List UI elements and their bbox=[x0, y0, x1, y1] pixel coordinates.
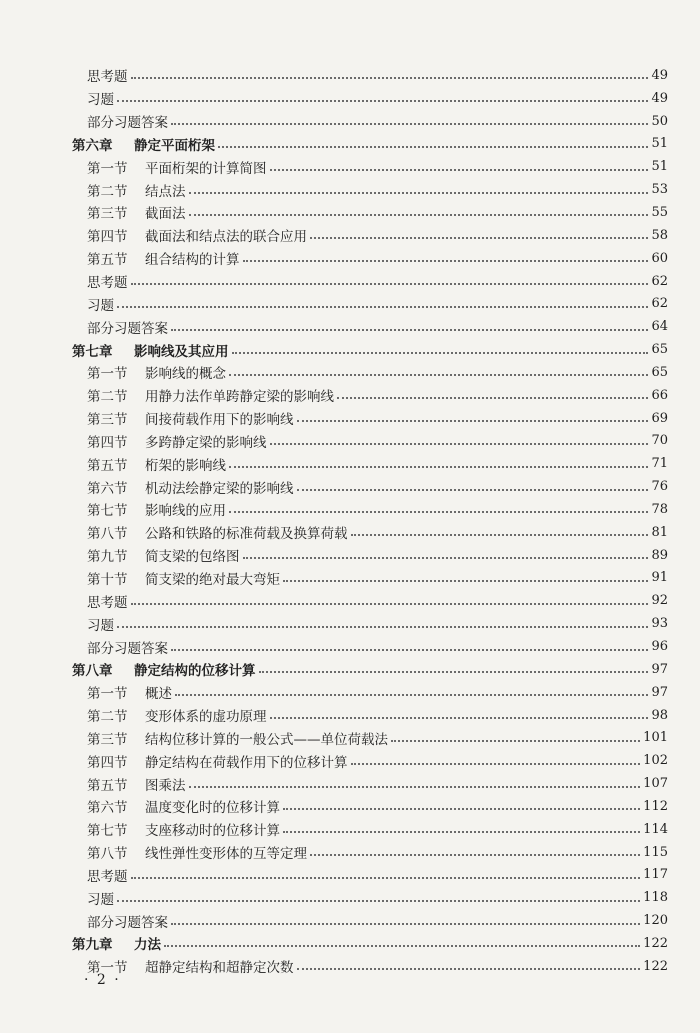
entry-page: 60 bbox=[651, 250, 668, 266]
chapter-entry bbox=[0, 338, 700, 361]
dot-leader bbox=[283, 580, 648, 582]
entry-title: 温度变化时的位移计算 bbox=[145, 800, 280, 817]
dot-leader bbox=[164, 945, 640, 947]
entry-number: 第三节 bbox=[87, 412, 128, 429]
section-entry bbox=[0, 795, 700, 818]
entry-page: 78 bbox=[651, 501, 668, 517]
entry-page: 51 bbox=[651, 159, 668, 175]
dot-leader bbox=[270, 443, 649, 445]
section-entry bbox=[0, 452, 700, 475]
dot-leader bbox=[391, 740, 640, 742]
section-entry bbox=[0, 64, 700, 87]
dot-leader bbox=[283, 808, 640, 810]
section-entry bbox=[0, 521, 700, 544]
entry-page: 69 bbox=[651, 410, 668, 426]
entry-page: 101 bbox=[643, 730, 668, 746]
entry-page: 92 bbox=[651, 593, 668, 609]
entry-page: 58 bbox=[651, 227, 668, 243]
entry-title: 机动法绘静定梁的影响线 bbox=[145, 480, 294, 497]
section-entry bbox=[0, 155, 700, 178]
entry-page: 118 bbox=[643, 890, 668, 906]
entry-page: 114 bbox=[643, 821, 668, 837]
section-entry bbox=[0, 224, 700, 247]
section-entry bbox=[0, 841, 700, 864]
entry-number: 第八节 bbox=[87, 526, 128, 543]
entry-number: 第六章 bbox=[72, 137, 113, 154]
entry-title: 结点法 bbox=[145, 183, 186, 200]
entry-title: 静定结构在荷载作用下的位移计算 bbox=[145, 754, 348, 771]
entry-page: 122 bbox=[643, 935, 668, 951]
chapter-entry bbox=[0, 932, 700, 955]
entry-page: 93 bbox=[651, 616, 668, 632]
entry-title: 截面法和结点法的联合应用 bbox=[145, 229, 307, 246]
entry-page: 66 bbox=[651, 387, 668, 403]
entry-title: 简支梁的绝对最大弯矩 bbox=[145, 571, 280, 588]
entry-page: 76 bbox=[651, 479, 668, 495]
section-entry bbox=[0, 864, 700, 887]
entry-page: 107 bbox=[643, 776, 668, 792]
dot-leader bbox=[270, 169, 649, 171]
dot-leader bbox=[229, 374, 648, 376]
dot-leader bbox=[229, 511, 648, 513]
dot-leader bbox=[297, 489, 649, 491]
entry-title: 间接荷载作用下的影响线 bbox=[145, 412, 294, 429]
entry-title: 结构位移计算的一般公式——单位荷载法 bbox=[145, 731, 388, 748]
entry-title: 部分习题答案 bbox=[87, 115, 168, 132]
dot-leader bbox=[259, 671, 649, 673]
entry-page: 53 bbox=[651, 182, 668, 198]
section-entry bbox=[0, 315, 700, 338]
entry-number: 第八章 bbox=[72, 663, 113, 680]
dot-leader bbox=[351, 534, 649, 536]
entry-number: 第一节 bbox=[87, 160, 128, 177]
dot-leader bbox=[171, 329, 648, 331]
entry-title: 部分习题答案 bbox=[87, 914, 168, 931]
entry-page: 97 bbox=[651, 684, 668, 700]
entry-title: 支座移动时的位移计算 bbox=[145, 823, 280, 840]
entry-number: 第一节 bbox=[87, 686, 128, 703]
section-entry bbox=[0, 407, 700, 430]
entry-title: 图乘法 bbox=[145, 777, 186, 794]
entry-title: 桁架的影响线 bbox=[145, 457, 226, 474]
entry-page: 62 bbox=[651, 296, 668, 312]
entry-page: 115 bbox=[643, 844, 668, 860]
entry-page: 51 bbox=[651, 136, 668, 152]
dot-leader bbox=[131, 603, 649, 605]
dot-leader bbox=[297, 968, 641, 970]
entry-number: 第八节 bbox=[87, 846, 128, 863]
entry-title: 影响线及其应用 bbox=[134, 343, 229, 360]
entry-page: 98 bbox=[651, 707, 668, 723]
entry-title: 静定平面桁架 bbox=[134, 137, 215, 154]
chapter-entry bbox=[0, 133, 700, 156]
entry-title: 组合结构的计算 bbox=[145, 252, 240, 269]
section-entry bbox=[0, 361, 700, 384]
entry-number: 第一节 bbox=[87, 960, 128, 977]
entry-page: 71 bbox=[651, 456, 668, 472]
entry-title: 思考题 bbox=[87, 69, 128, 86]
section-entry bbox=[0, 110, 700, 133]
entry-page: 102 bbox=[643, 753, 668, 769]
dot-leader bbox=[117, 900, 640, 902]
entry-number: 第七节 bbox=[87, 503, 128, 520]
entry-number: 第十节 bbox=[87, 571, 128, 588]
dot-leader bbox=[310, 237, 648, 239]
dot-leader bbox=[270, 717, 649, 719]
entry-number: 第五节 bbox=[87, 252, 128, 269]
entry-title: 习题 bbox=[87, 297, 114, 314]
section-entry bbox=[0, 635, 700, 658]
entry-title: 公路和铁路的标准荷载及换算荷载 bbox=[145, 526, 348, 543]
entry-number: 第九章 bbox=[72, 937, 113, 954]
entry-page: 122 bbox=[643, 958, 668, 974]
page-number: · 2 · bbox=[84, 972, 121, 988]
section-entry bbox=[0, 704, 700, 727]
section-entry bbox=[0, 384, 700, 407]
entry-page: 55 bbox=[651, 204, 668, 220]
dot-leader bbox=[283, 831, 640, 833]
entry-page: 49 bbox=[651, 90, 668, 106]
dot-leader bbox=[117, 306, 648, 308]
entry-number: 第二节 bbox=[87, 389, 128, 406]
entry-page: 112 bbox=[643, 798, 668, 814]
dot-leader bbox=[131, 283, 649, 285]
entry-title: 影响线的概念 bbox=[145, 366, 226, 383]
section-entry bbox=[0, 544, 700, 567]
entry-page: 120 bbox=[643, 913, 668, 929]
dot-leader bbox=[117, 626, 648, 628]
entry-title: 平面桁架的计算简图 bbox=[145, 160, 267, 177]
section-entry bbox=[0, 726, 700, 749]
section-entry bbox=[0, 201, 700, 224]
dot-leader bbox=[189, 192, 649, 194]
entry-page: 117 bbox=[643, 867, 668, 883]
entry-number: 第七章 bbox=[72, 343, 113, 360]
entry-title: 线性弹性变形体的互等定理 bbox=[145, 846, 307, 863]
entry-title: 影响线的应用 bbox=[145, 503, 226, 520]
entry-page: 97 bbox=[651, 661, 668, 677]
section-entry bbox=[0, 681, 700, 704]
entry-title: 变形体系的虚功原理 bbox=[145, 709, 267, 726]
dot-leader bbox=[297, 420, 649, 422]
entry-number: 第二节 bbox=[87, 183, 128, 200]
entry-number: 第五节 bbox=[87, 457, 128, 474]
dot-leader bbox=[218, 146, 648, 148]
entry-title: 部分习题答案 bbox=[87, 320, 168, 337]
entry-title: 部分习题答案 bbox=[87, 640, 168, 657]
section-entry bbox=[0, 567, 700, 590]
entry-page: 50 bbox=[651, 113, 668, 129]
dot-leader bbox=[243, 557, 649, 559]
entry-number: 第四节 bbox=[87, 229, 128, 246]
entry-title: 思考题 bbox=[87, 594, 128, 611]
section-entry bbox=[0, 247, 700, 270]
dot-leader bbox=[171, 923, 640, 925]
section-entry bbox=[0, 886, 700, 909]
section-entry bbox=[0, 909, 700, 932]
entry-page: 65 bbox=[651, 364, 668, 380]
entry-title: 超静定结构和超静定次数 bbox=[145, 960, 294, 977]
dot-leader bbox=[171, 649, 648, 651]
entry-number: 第六节 bbox=[87, 800, 128, 817]
entry-number: 第三节 bbox=[87, 731, 128, 748]
section-entry bbox=[0, 749, 700, 772]
dot-leader bbox=[232, 352, 649, 354]
entry-title: 多跨静定梁的影响线 bbox=[145, 434, 267, 451]
entry-title: 用静力法作单跨静定梁的影响线 bbox=[145, 389, 334, 406]
entry-number: 第七节 bbox=[87, 823, 128, 840]
section-entry bbox=[0, 475, 700, 498]
entry-number: 第四节 bbox=[87, 434, 128, 451]
dot-leader bbox=[171, 123, 648, 125]
dot-leader bbox=[189, 214, 649, 216]
entry-number: 第五节 bbox=[87, 777, 128, 794]
section-entry bbox=[0, 818, 700, 841]
entry-title: 简支梁的包络图 bbox=[145, 549, 240, 566]
section-entry bbox=[0, 178, 700, 201]
section-entry bbox=[0, 498, 700, 521]
entry-number: 第四节 bbox=[87, 754, 128, 771]
entry-page: 81 bbox=[651, 524, 668, 540]
section-entry bbox=[0, 612, 700, 635]
dot-leader bbox=[131, 877, 641, 879]
entry-title: 习题 bbox=[87, 92, 114, 109]
entry-number: 第三节 bbox=[87, 206, 128, 223]
section-entry bbox=[0, 292, 700, 315]
dot-leader bbox=[189, 786, 641, 788]
entry-page: 91 bbox=[651, 570, 668, 586]
dot-leader bbox=[175, 694, 648, 696]
entry-page: 64 bbox=[651, 319, 668, 335]
table-of-contents bbox=[0, 64, 700, 978]
entry-page: 65 bbox=[651, 342, 668, 358]
entry-page: 89 bbox=[651, 547, 668, 563]
entry-title: 习题 bbox=[87, 617, 114, 634]
entry-title: 静定结构的位移计算 bbox=[134, 663, 256, 680]
dot-leader bbox=[243, 260, 649, 262]
section-entry bbox=[0, 270, 700, 293]
entry-page: 96 bbox=[651, 639, 668, 655]
entry-title: 力法 bbox=[134, 937, 161, 954]
entry-number: 第九节 bbox=[87, 549, 128, 566]
entry-title: 思考题 bbox=[87, 275, 128, 292]
entry-title: 概述 bbox=[145, 686, 172, 703]
dot-leader bbox=[229, 466, 648, 468]
chapter-entry bbox=[0, 658, 700, 681]
entry-title: 习题 bbox=[87, 891, 114, 908]
entry-title: 截面法 bbox=[145, 206, 186, 223]
section-entry bbox=[0, 589, 700, 612]
entry-number: 第六节 bbox=[87, 480, 128, 497]
entry-title: 思考题 bbox=[87, 868, 128, 885]
entry-number: 第二节 bbox=[87, 709, 128, 726]
entry-number: 第一节 bbox=[87, 366, 128, 383]
entry-page: 70 bbox=[651, 433, 668, 449]
dot-leader bbox=[131, 77, 649, 79]
section-entry bbox=[0, 430, 700, 453]
dot-leader bbox=[351, 763, 641, 765]
dot-leader bbox=[310, 854, 640, 856]
section-entry bbox=[0, 772, 700, 795]
dot-leader bbox=[117, 100, 648, 102]
dot-leader bbox=[337, 397, 648, 399]
entry-page: 62 bbox=[651, 273, 668, 289]
section-entry bbox=[0, 87, 700, 110]
entry-page: 49 bbox=[651, 67, 668, 83]
